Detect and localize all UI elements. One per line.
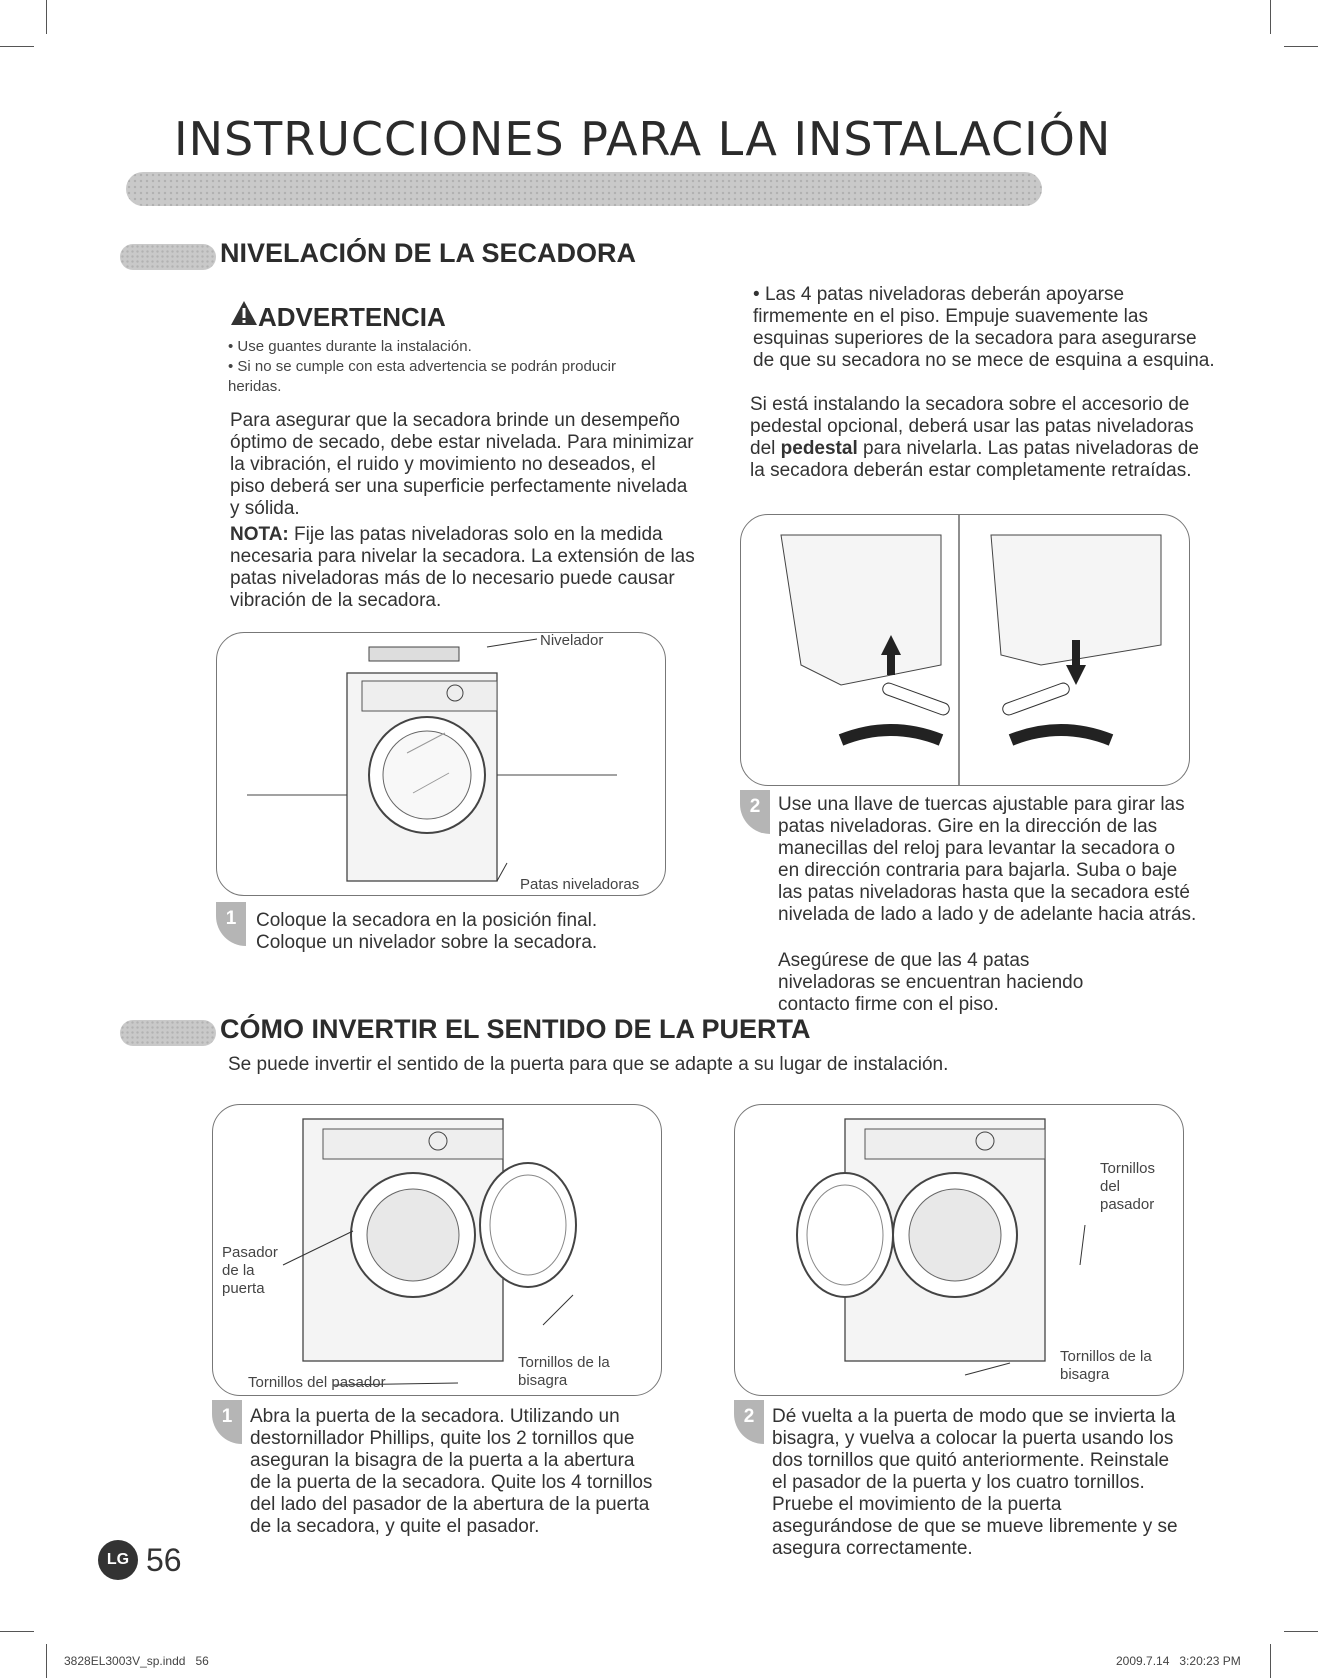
leveling-feet-item: • Las 4 patas niveladoras deberán apoyarse firmemente en el piso. Empuje suavemente las esquinas superiores de la secadora para asegurarse de que su secadora no se mece de esquina a esquina. [753, 284, 1223, 372]
step-badge: 2 [740, 790, 770, 834]
step-text: Use una llave de tuercas ajustable para girar las patas niveladoras. Gire en la dirección de las manecillas del reloj para levantar la secadora o en dirección contraria para bajarla. Suba o baje las patas niveladoras hasta que la secadora esté nivelada de lado a lado y de adelante hacia atrás. [778, 794, 1197, 925]
section-title-reverse-door: CÓMO INVERTIR EL SENTIDO DE LA PUERTA [220, 1014, 811, 1044]
leveling-feet-list [753, 284, 1223, 372]
figure-wrench-adjust [740, 514, 1190, 786]
warning-heading: ADVERTENCIA [258, 302, 446, 332]
step-text: Dé vuelta a la puerta de modo que se invierta la bisagra, y vuelva a colocar la puerta usando los dos tornillos que quitó anteriormente. Reinstale el pasador de la puerta y los cuatro tornillos. [772, 1406, 1176, 1493]
figure-dryer-level [216, 632, 666, 896]
warning-icon [230, 300, 260, 328]
warning-item: • Si no se cumple con esta advertencia se podrán producir heridas. [228, 357, 648, 397]
page-number: 56 [146, 1542, 182, 1578]
label-hinge-screws: Tornillos de la bisagra [1060, 1348, 1152, 1383]
section-title-leveling: NIVELACIÓN DE LA SECADORA [220, 238, 637, 268]
step-text-extra: Pruebe el movimiento de la puerta asegurándose de que se mueve libremente y se asegura correctamente. [772, 1494, 1178, 1559]
leveling-note [230, 524, 695, 612]
step-text: Coloque la secadora en la posición final. Coloque un nivelador sobre la secadora. [256, 910, 598, 953]
pedestal-text [750, 394, 1200, 482]
note-label: NOTA: [230, 524, 289, 545]
label-leveler: Nivelador [540, 632, 604, 649]
reverse-door-intro: Se puede invertir el sentido de la puerta para que se adapte a su lugar de instalación. [228, 1054, 949, 1075]
title-divider-bar [126, 172, 1042, 206]
pedestal-text-a: Si está instalando la secadora sobre el accesorio de pedestal opcional, deberá usar las patas niveladoras del [750, 394, 1194, 459]
file-info: 3828EL3003V_sp.indd 56 [64, 1654, 209, 1668]
section-marker [120, 244, 216, 270]
pedestal-text-b: para nivelarla. Las patas niveladoras de la secadora deberán estar completamente retraídas. [750, 438, 1199, 481]
warning-item: • Use guantes durante la instalación. [228, 337, 648, 357]
label-latch-screws: Tornillos del pasador [1100, 1160, 1156, 1213]
lg-logo: LG [98, 1540, 138, 1580]
step-badge: 1 [216, 902, 246, 946]
step-text: Abra la puerta de la secadora. Utilizando un destornillador Phillips, quite los 2 tornillos que aseguran la bisagra de la puerta a la abertura de la puerta de la secadora. Quite los 4 tornillos del lado del pasador de la abertura de la puerta de la secadora, y quite el pasador. [250, 1406, 653, 1537]
label-latch-screws: Tornillos del pasador [248, 1374, 386, 1391]
label-hinge-screws: Tornillos de la bisagra [518, 1354, 610, 1389]
label-door-latch: Pasador de la puerta [222, 1244, 278, 1297]
label-leveling-legs: Patas niveladoras [520, 876, 640, 893]
section-marker [120, 1020, 216, 1046]
step-text-extra: Asegúrese de que las 4 patas niveladoras se encuentran haciendo contacto firme con el piso. [778, 950, 1084, 1015]
pedestal-word: pedestal [780, 438, 858, 459]
note-text: Fije las patas niveladoras solo en la medida necesaria para nivelar la secadora. La extensión de las patas niveladoras más de lo necesario puede causar vibración de la secadora. [230, 524, 695, 611]
step-badge: 1 [212, 1400, 242, 1444]
print-timestamp: 2009.7.14 3:20:23 PM [1116, 1654, 1241, 1668]
warning-list [228, 337, 648, 397]
step-badge: 2 [734, 1400, 764, 1444]
page-title: INSTRUCCIONES PARA LA INSTALACIÓN [174, 112, 1112, 166]
leveling-intro: Para asegurar que la secadora brinde un desempeño óptimo de secado, debe estar nivelada. Para minimizar la vibración, el ruido y movimiento no deseados, el piso deberá ser una superficie perfectamente nivelada y sólida. [230, 410, 694, 519]
